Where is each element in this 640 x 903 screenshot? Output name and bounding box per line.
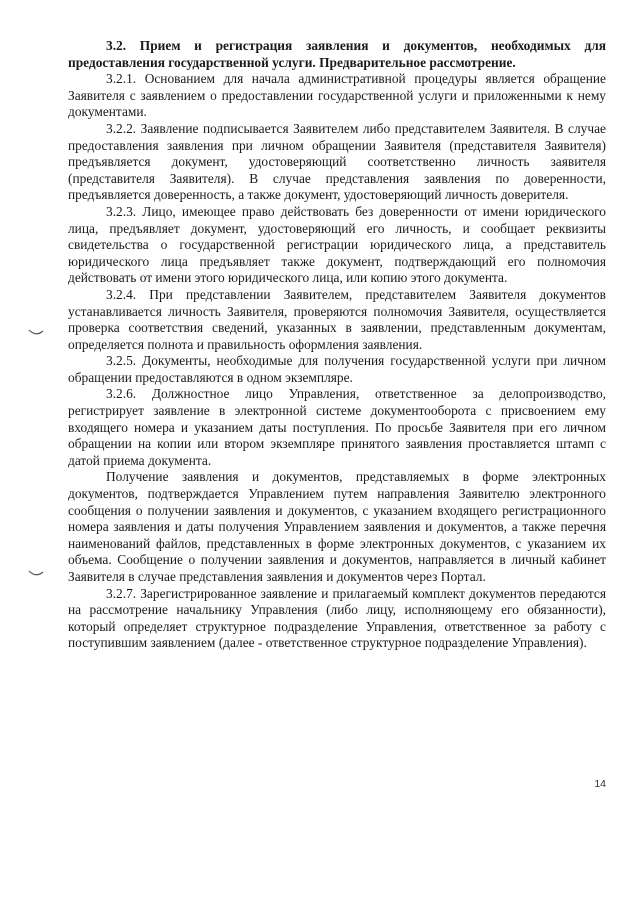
page-number: 14: [594, 778, 606, 790]
paragraph-3-2-3: 3.2.3. Лицо, имеющее право действовать без доверенности от имени юридического лица, предъявляет документ, удостоверяющий его личность, и сообщает реквизиты свидетельства о государственной регистрации юридического лица, а представитель юридического лица предъявляет также документ, подтверждающий его полномочия действовать от имени этого юридического лица, или копию этого документа.: [68, 203, 606, 286]
section-heading: 3.2. Прием и регистрация заявления и документов, необходимых для предоставления государственной услуги. Предварительное рассмотрение.: [68, 38, 606, 70]
paragraph-3-2-6: 3.2.6. Должностное лицо Управления, ответственное за делопроизводство, регистрирует заявление в электронной системе документооборота с присвоением ему входящего номера и указанием даты поступления. По просьбе Заявителя при его личном обращении на копии или втором экземпляре принятого заявления проставляется штамп с датой приема документа.: [68, 386, 606, 468]
paragraph-3-2-7: 3.2.7. Зарегистрированное заявление и прилагаемый комплект документов передаются на рассмотрение начальнику Управления (либо лицу, исполняющему его обязанности), который определяет структурное подразделение Управления, ответственное за работу с поступившим заявлением (далее - ответственное структурное подразделение Управления).: [68, 585, 606, 651]
binding-hole-mark: [28, 329, 44, 337]
paragraph-3-2-2: 3.2.2. Заявление подписывается Заявителем либо представителем Заявителя. В случае предоставления заявления при личном обращении Заявителя (представителя Заявителя) предъявляется документ, удостоверяющий соответственно личность заявителя (представителя Заявителя). В случае представления заявления по доверенности, предъявляется доверенность, а также документ, удостоверяющий личность доверителя.: [68, 120, 606, 203]
paragraph-3-2-4: 3.2.4. При представлении Заявителем, представителем Заявителя документов устанавливается личность Заявителя, проверяются полномочия Заявителя, осуществляется проверка соответствия сведений, указанных в заявлении, представленным документам, определяется полнота и правильность оформления заявления.: [68, 286, 606, 352]
binding-hole-mark: [28, 570, 44, 578]
paragraph-electronic-receipt: Получение заявления и документов, представляемых в форме электронных документов, подтверждается Управлением путем направления Заявителю электронного сообщения о получении заявления и документов, с указанием входящего регистрационного номера заявления и даты получения Управлением заявления и документов, а также перечня наименований файлов, представленных в форме электронных документов, с указанием их объема. Сообщение о получении заявления и документов, направляется в личный кабинет Заявителя в случае представления заявления и документов через Портал.: [68, 469, 606, 584]
document-page: [68, 38, 606, 652]
paragraph-3-2-1: 3.2.1. Основанием для начала административной процедуры является обращение Заявителя с заявлением о предоставлении государственной услуги и приложенными к нему документами.: [68, 71, 606, 120]
paragraph-3-2-5: 3.2.5. Документы, необходимые для получения государственной услуги при личном обращении предоставляются в одном экземпляре.: [68, 353, 606, 385]
